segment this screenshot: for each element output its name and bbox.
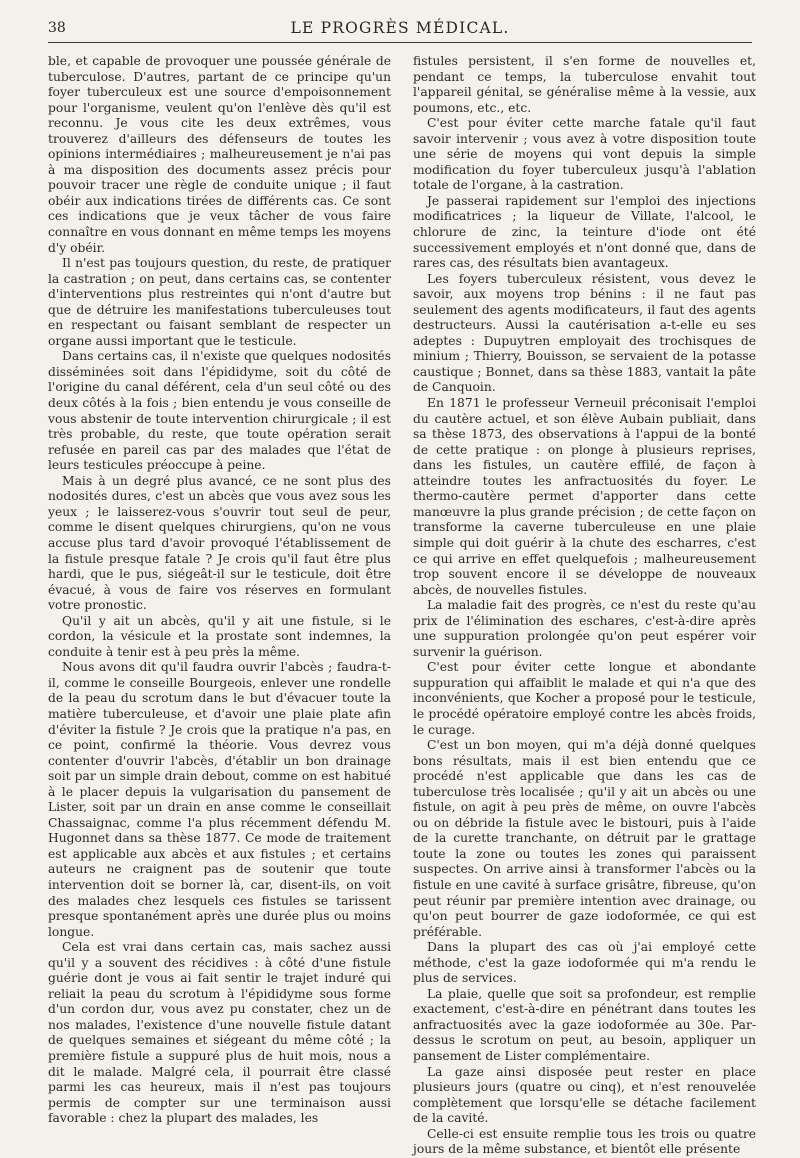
paragraph: fistules persistent, il s'en forme de nouvelles et, pendant ce temps, la tuberculose envahit tout l'appareil génital, se généralise même à la vessie, aux poumons, etc., etc.: [413, 54, 756, 115]
paragraph: C'est un bon moyen, qui m'a déjà donné quelques bons résultats, mais il est bien entendu que ce procédé n'est applicable que dans les cas de tuberculose très localisée ; qu'il y ait un abcès ou une fistule, on agit à peu près de même, on ouvre l'abcès ou on débride la fistule avec le bistouri, puis à l'aide de la curette tranchante, on détruit par le grattage toute la zone ou toutes les zones qui paraissent suspectes. On arrive ainsi à transformer l'abcès ou la fistule en une cavité à surface grisâtre, fibreuse, qu'on peut réunir par première intention avec drainage, ou qu'on peut bourrer de gaze iodoformée, ce qui est préférable.: [413, 738, 756, 939]
paragraph: La maladie fait des progrès, ce n'est du reste qu'au prix de l'élimination des eschares, c'est-à-dire après une suppuration prolongée qu'on peut espérer voir survenir la guérison.: [413, 598, 756, 659]
paragraph: Qu'il y ait un abcès, qu'il y ait une fistule, si le cordon, la vésicule et la prostate sont indemnes, la conduite à tenir est à peu près la même.: [48, 613, 391, 659]
running-title: LE PROGRÈS MÉDICAL.: [290, 19, 510, 37]
page-number: 38: [48, 20, 66, 36]
left-column: [48, 54, 391, 1126]
paragraph: La plaie, quelle que soit sa profondeur, est remplie exactement, c'est-à-dire en pénétrant dans toutes les anfractuosités avec la gaze iodoformée au 30e. Par-dessus le scrotum on peut, au besoin, appliquer un pansement de Lister complémentaire.: [413, 986, 756, 1063]
running-header: [48, 18, 752, 43]
paragraph: ble, et capable de provoquer une poussée générale de tuberculose. D'autres, partant de ce principe qu'un foyer tuberculeux est une source d'empoisonnement pour l'organisme, veulent qu'on l'enlève dès qu'il est reconnu. Je vous cite les deux extrêmes, vous trouverez d'ailleurs des défenseurs de toutes les opinions intermédiaires ; malheureusement je n'ai pas à ma disposition des documents assez précis pour pouvoir tracer une règle de conduite unique ; il faut obéir aux indications tirées de différents cas. Ce sont ces indications que je veux tâcher de vous faire connaître en vous donnant en même temps les moyens d'y obéir.: [48, 54, 391, 255]
paragraph: La gaze ainsi disposée peut rester en place plusieurs jours (quatre ou cinq), et n'est renouvelée complètement que lorsqu'elle se détache facilement de la cavité.: [413, 1064, 756, 1126]
paragraph: Mais à un degré plus avancé, ce ne sont plus des nodosités dures, c'est un abcès que vous avez sous les yeux ; le laisserez-vous s'ouvrir tout seul de peur, comme le disent quelques chirurgiens, qu'on ne vous accuse plus tard d'avoir provoqué l'établissement de la fistule presque fatale ? Je crois qu'il faut être plus hardi, que le pus, siégeât-il sur le testicule, doit être évacué, à vous de faire vos réserves en formulant votre pronostic.: [48, 473, 391, 613]
paragraph: Celle-ci est ensuite remplie tous les trois ou quatre jours de la même substance, et bientôt elle présente: [413, 1126, 756, 1157]
text-columns: [48, 54, 756, 1157]
paragraph: Je passerai rapidement sur l'emploi des injections modificatrices ; la liqueur de Villate, l'alcool, le chlorure de zinc, la teinture d'iode ont été successivement employés et n'ont donné que, dans de rares cas, des résultats bien avantageux.: [413, 193, 756, 271]
paragraph: Les foyers tuberculeux résistent, vous devez le savoir, aux moyens trop bénins : il ne faut pas seulement des agents modificateurs, il faut des agents destructeurs. Aussi la cautérisation a-t-elle eu ses adeptes : Dupuytren employait des trochisques de minium ; Thierry, Bouisson, se servaient de la potasse caustique ; Bonnet, dans sa thèse 1883, vantait la pâte de Canquoin.: [413, 271, 756, 395]
paragraph: En 1871 le professeur Verneuil préconisait l'emploi du cautère actuel, et son élève Aubain publiait, dans sa thèse 1873, des observations à l'appui de la bonté de cette pratique : on plonge à plusieurs reprises, dans les fistules, un cautère effilé, de façon à atteindre toutes les anfractuosités du foyer. Le thermo-cautère permet d'apporter dans cette manœuvre la plus grande précision ; de cette façon on transforme la caverne tuberculeuse en une plaie simple qui doit guérir à la chute des escharres, c'est ce qui arrive en effet quelquefois ; malheureusement trop souvent encore il se développe de nouveaux abcès, de nouvelles fistules.: [413, 396, 756, 597]
paragraph: Nous avons dit qu'il faudra ouvrir l'abcès ; faudra-t-il, comme le conseille Bourgeois, enlever une rondelle de la peau du scrotum dans le but d'évacuer toute la matière tuberculeuse, et d'avoir une plaie plate afin d'éviter la fistule ? Je crois que la pratique n'a pas, en ce point, confirmé la théorie. Vous devrez vous contenter d'ouvrir l'abcès, d'établir un bon drainage soit par un simple drain debout, comme on est habitué à le placer depuis la vulgarisation du pansement de Lister, soit par un drain en anse comme le conseillait Chassaignac, comme l'a plus récemment défendu M. Hugonnet dans sa thèse 1877. Ce mode de traitement est applicable aux abcès et aux fistules ; et certains auteurs ne craignent pas de soutenir que toute intervention doit se borner là, car, disent-ils, on voit des malades chez lesquels ces fistules se tarissent presque spontanément après une durée plus ou moins longue.: [48, 660, 391, 939]
paragraph: Dans la plupart des cas où j'ai employé cette méthode, c'est la gaze iodoformée qui m'a rendu le plus de services.: [413, 940, 756, 986]
right-column: [413, 54, 756, 1157]
paragraph: C'est pour éviter cette marche fatale qu'il faut savoir intervenir ; vous avez à votre disposition toute une série de moyens qui vont depuis la simple modification du foyer tuberculeux jusqu'à l'ablation totale de l'organe, à la castration.: [413, 116, 756, 193]
paragraph: Il n'est pas toujours question, du reste, de pratiquer la castration ; on peut, dans certains cas, se contenter d'interventions plus restreintes qui n'ont d'autre but que de détruire les manifestations tuberculeuses tout en respectant ou faisant semblant de respecter un organe aussi important que le testicule.: [48, 256, 391, 348]
paragraph: Dans certains cas, il n'existe que quelques nodosités disséminées soit dans l'épididyme, soit du côté de l'origine du canal déférent, cela d'un seul côté ou des deux côtés à la fois ; bien entendu je vous conseille de vous abstenir de toute intervention chirurgicale ; il est très probable, du reste, que toute opération serait refusée en pareil cas par des malades que l'état de leurs testicules préoccupe à peine.: [48, 349, 391, 473]
paragraph: C'est pour éviter cette longue et abondante suppuration qui affaiblit le malade et qui n'a que des inconvénients, que Kocher a proposé pour le testicule, le procédé opératoire employé contre les abcès froids, le curage.: [413, 660, 756, 737]
paragraph: Cela est vrai dans certain cas, mais sachez aussi qu'il y a souvent des récidives : à côté d'une fistule guérie dont je vous ai fait sentir le trajet induré qui reliait la peau du scrotum à l'épididyme sous forme d'un cordon dur, vous avez pu constater, chez un de nos malades, l'existence d'une nouvelle fistule datant de quelques semaines et siégeant du même côté ; la première fistule a suppuré plus de huit mois, nous a dit le malade. Malgré cela, il pourrait être classé parmi les cas heureux, mais il n'est pas toujours permis de compter sur une terminaison aussi favorable : chez la plupart des malades, les: [48, 940, 391, 1126]
